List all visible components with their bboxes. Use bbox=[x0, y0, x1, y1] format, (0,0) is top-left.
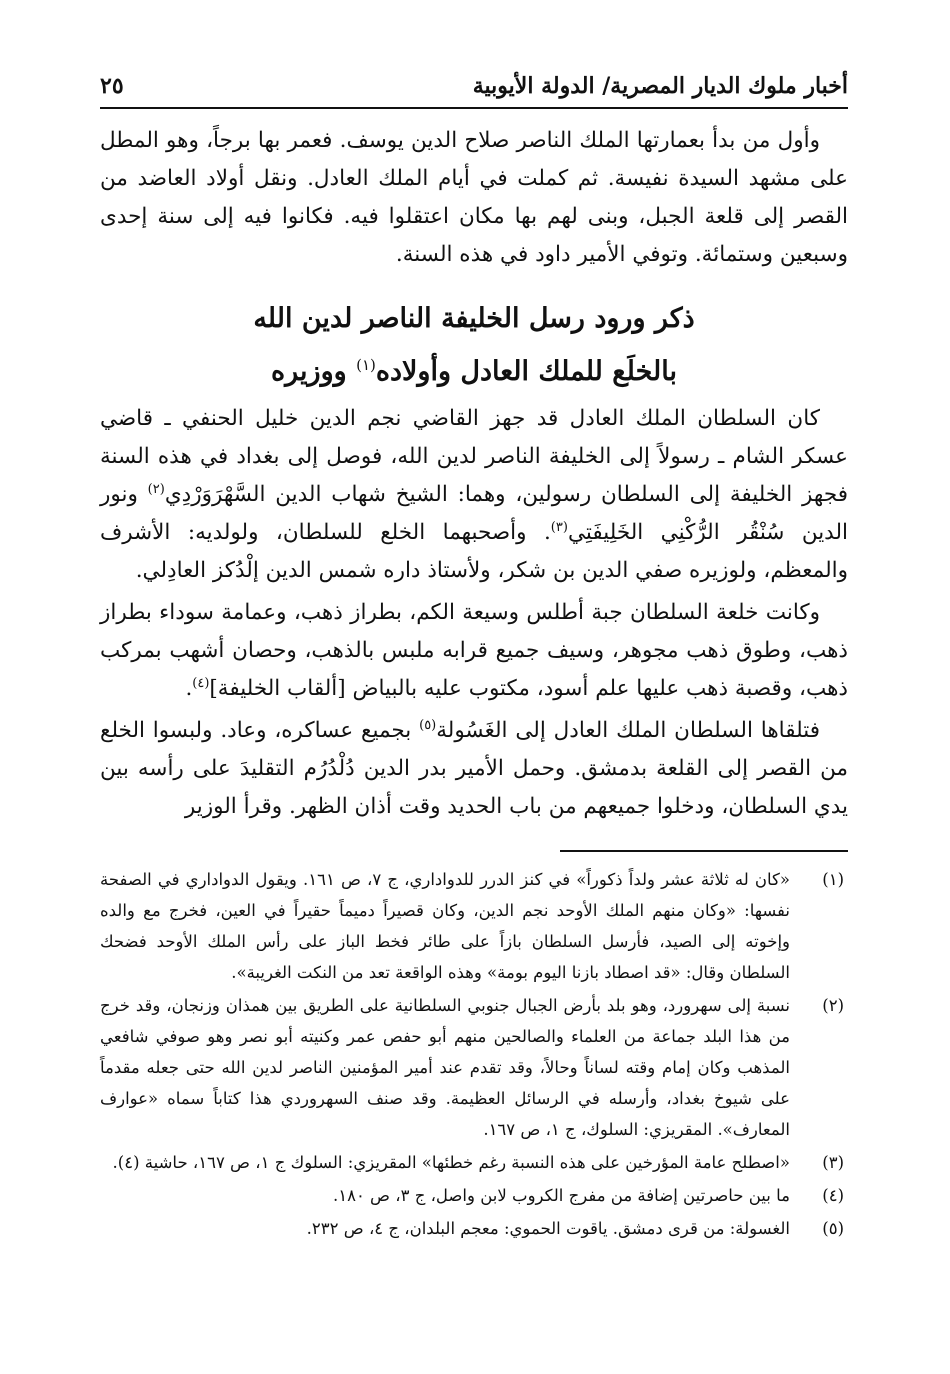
para4-text-2: بجميع عساكره، وعاد. ولبسوا الخلع من القصر إلى القلعة بدمشق. وحمل الأمير بدر الدين دُلْدُرُم التقليدَ على رأسه بين يدي السلطان، ودخلوا جميعهم من باب الحديد وقت أذان الظهر. وقرأ الوزير bbox=[100, 718, 848, 819]
footnote bbox=[100, 1147, 848, 1178]
footnote-ref-4: (٤) bbox=[192, 675, 210, 691]
paragraph-1: وأول من بدأ بعمارتها الملك الناصر صلاح الدين يوسف. فعمر بها برجاً، وهو المطل على مشهد السيدة نفيسة. ثم كملت في أيام الملك العادل. ونقل أولاد العاضد من القصر إلى قلعة الجبل، وبنى لهم بها مكان اعتقلوا فيه. فكانوا فيه إلى سنة إحدى وسبعين وستمائة. وتوفي الأمير داود في هذه السنة. bbox=[100, 128, 848, 267]
para2-text-3: . وأصحبهما الخلع للسلطان، ولولديه: الأشرف والمعظم، ولوزيره صفي الدين بن شكر، ولأستاذ داره شمس الدين إلْدُكز العادِلي. bbox=[100, 520, 848, 583]
footnote-text: «كان له ثلاثة عشر ولداً ذكوراً» في كنز الدرر للدواداري، ج ٧، ص ١٦١. ويقول الدواداري في الصفحة نفسها: «وكان منهم الملك الأوحد نجم الدين، وكان قصيراً دميماً حقيراً في العين، فخرج مع والده وإخوته إلى الصيد، فأرسل السلطان بازاً على طائر فخط الباز على رأس الملك الأوحد فضحك السلطان وقال: «قد اصطاد بازنا اليوم بومة» وهذه الواقعة تعد من النكت الغريبة». bbox=[100, 870, 791, 982]
footnote-number: (٢) bbox=[822, 996, 844, 1015]
footnote-number: (١) bbox=[822, 870, 844, 889]
footnote bbox=[100, 1213, 848, 1244]
footnote-ref-5: (٥) bbox=[419, 717, 437, 733]
footnote-text: نسبة إلى سهرورد، وهو بلد بأرض الجبال جنوبي السلطانية على الطريق بين همذان وزنجان، وقد خرج من هذا البلد جماعة من العلماء والصالحين منهم أبو حفص عمر وكنيته أبو نصر وهو صوفي شافعي المذهب وكان إمام وقته لساناً وحالاً، وقد تقدم عند أمير المؤمنين الناصر لدين الله حتى جعله مقدماً على شيوخ بغداد، وأرسله في الرسائل العظيمة. وقد صنف السهروردي هذا كتاباً سماه «عوارف المعارف». المقريزي: السلوك، ج ١، ص ١٦٧. bbox=[100, 996, 790, 1139]
footnote-ref-2: (٢) bbox=[147, 481, 165, 497]
para2-text-1: كان السلطان الملك العادل قد جهز القاضي نجم الدين خليل الحنفي ـ قاضي عسكر الشام ـ رسولاً إلى الخليفة الناصر لدين الله، فوصل إلى بغداد في هذه السنة فجهز الخليفة إلى السلطان رسولين، وهما: الشيخ شهاب الدين السَّهْرَوَرْدِي bbox=[100, 406, 848, 507]
paragraph-2 bbox=[100, 400, 848, 590]
para2-text-2: ونور الدين سُنْقُر الرُّكْنِي الخَلِيفَتِي bbox=[100, 482, 848, 545]
page-number: ٢٥ bbox=[100, 73, 124, 99]
footnote bbox=[100, 990, 848, 1145]
footnote-text: «اصطلح عامة المؤرخين على هذه النسبة رغم خطئها» المقريزي: السلوك ج ١، ص ١٦٧، حاشية (٤). bbox=[112, 1153, 790, 1172]
footnotes-list bbox=[100, 864, 848, 1246]
footnote-number: (٣) bbox=[822, 1153, 844, 1172]
footnote-ref-3: (٣) bbox=[550, 519, 568, 535]
para3-text-2: . bbox=[185, 676, 193, 701]
paragraph-4 bbox=[100, 712, 848, 826]
header-rule bbox=[100, 107, 848, 109]
section-heading bbox=[100, 296, 848, 395]
para4-text-1: فتلقاها السلطان الملك العادل إلى الغَسُولة bbox=[436, 718, 820, 743]
heading-line-1: ذكر ورود رسل الخليفة الناصر لدين الله bbox=[253, 303, 695, 334]
heading-line-2a: بالخلَع للملك العادل وأولاده bbox=[375, 356, 677, 387]
footnote-text: الغسولة: من قرى دمشق. ياقوت الحموي: معجم البلدان، ج ٤، ص ٢٣٢. bbox=[306, 1219, 790, 1238]
running-title: أخبار ملوك الديار المصرية/ الدولة الأيوبية bbox=[472, 73, 848, 99]
footnote bbox=[100, 864, 848, 988]
footnote-number: (٤) bbox=[822, 1186, 844, 1205]
footnote-number: (٥) bbox=[822, 1219, 844, 1238]
heading-line-2b: ووزيره bbox=[271, 356, 357, 387]
heading-footnote-ref: (١) bbox=[356, 356, 376, 374]
footnote bbox=[100, 1180, 848, 1211]
footnote-text: ما بين حاصرتين إضافة من مفرج الكروب لابن واصل، ج ٣، ص ١٨٠. bbox=[332, 1186, 790, 1205]
para3-text-1: وكانت خلعة السلطان جبة أطلس وسيعة الكم، بطراز ذهب، وعمامة سوداء بطراز ذهب، وطوق ذهب مجوهر، وسيف جميع قرابه ملبس بالذهب، وحصان أشهب بمركب ذهب، وقصبة ذهب عليها علم أسود، مكتوب عليه بالبياض [ألقاب الخليفة] bbox=[100, 600, 848, 701]
footnote-separator bbox=[560, 850, 848, 852]
paragraph-3 bbox=[100, 594, 848, 708]
running-head bbox=[100, 66, 848, 106]
